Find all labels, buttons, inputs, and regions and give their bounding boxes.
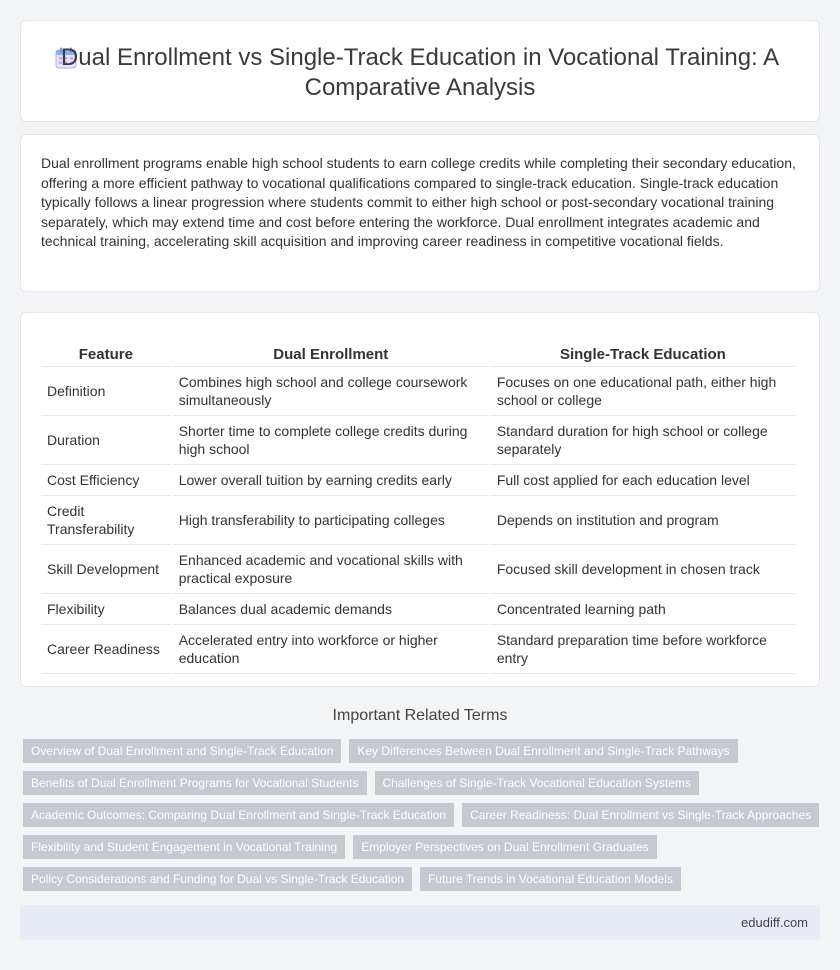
single-cell: Depends on institution and program (491, 496, 795, 545)
tag-row (23, 835, 657, 859)
related-term-tag[interactable]: Flexibility and Student Engagement in Vocational Training (23, 835, 345, 859)
feature-cell: Credit Transferability (41, 496, 171, 545)
related-term-tag[interactable]: Policy Considerations and Funding for Dual vs Single-Track Education (23, 867, 412, 891)
dual-cell: Lower overall tuition by earning credits early (173, 465, 489, 496)
comparison-table (39, 333, 797, 674)
related-term-tag[interactable]: Academic Outcomes: Comparing Dual Enrollment and Single-Track Education (23, 803, 454, 827)
title-card (20, 20, 820, 122)
table-row (41, 496, 795, 545)
single-cell: Focused skill development in chosen track (491, 545, 795, 594)
related-term-tag[interactable]: Benefits of Dual Enrollment Programs for Vocational Students (23, 771, 367, 795)
dual-cell: High transferability to participating colleges (173, 496, 489, 545)
single-cell: Concentrated learning path (491, 594, 795, 625)
feature-cell: Cost Efficiency (41, 465, 171, 496)
footer (20, 905, 820, 940)
table-row (41, 367, 795, 416)
related-term-tag[interactable]: Employer Perspectives on Dual Enrollment Graduates (353, 835, 656, 859)
intro-paragraph: Dual enrollment programs enable high school students to earn college credits while completing their secondary education, offering a more efficient pathway to vocational qualifications compared to single-track education. Single-track education typically follows a linear progression where students commit to either high school or post-secondary vocational training separately, which may extend time and cost before entering the workforce. Dual enrollment integrates academic and technical training, accelerating skill acquisition and improving career readiness in competitive vocational fields. (41, 155, 796, 250)
related-terms-heading: Important Related Terms (332, 707, 508, 724)
related-term-tag[interactable]: Overview of Dual Enrollment and Single-Track Education (23, 739, 341, 763)
single-cell: Standard preparation time before workforce entry (491, 625, 795, 674)
related-term-tag[interactable]: Future Trends in Vocational Education Models (420, 867, 681, 891)
intro-card (20, 134, 820, 292)
table-row (41, 625, 795, 674)
table-row (41, 416, 795, 465)
dual-cell: Shorter time to complete college credits during high school (173, 416, 489, 465)
dual-cell: Enhanced academic and vocational skills with practical exposure (173, 545, 489, 594)
feature-cell: Career Readiness (41, 625, 171, 674)
footer-site-link[interactable]: edudiff.com (741, 915, 808, 930)
related-term-tag[interactable]: Key Differences Between Dual Enrollment and Single-Track Pathways (349, 739, 737, 763)
feature-cell: Duration (41, 416, 171, 465)
single-cell: Full cost applied for each education level (491, 465, 795, 496)
dual-cell: Accelerated entry into workforce or higher education (173, 625, 489, 674)
dual-cell: Combines high school and college coursework simultaneously (173, 367, 489, 416)
page-title: Dual Enrollment vs Single-Track Education in Vocational Training: A Comparative Analysis (60, 44, 780, 101)
table-row (41, 465, 795, 496)
table-header-row (41, 333, 795, 367)
header-single-track: Single-Track Education (491, 333, 795, 367)
tag-row (23, 803, 819, 827)
tag-row (23, 771, 699, 795)
header-feature: Feature (41, 333, 171, 367)
header-dual-enrollment: Dual Enrollment (173, 333, 489, 367)
table-row (41, 545, 795, 594)
feature-cell: Flexibility (41, 594, 171, 625)
related-term-tag[interactable]: Challenges of Single-Track Vocational Education Systems (375, 771, 699, 795)
tag-row (23, 867, 681, 891)
dual-cell: Balances dual academic demands (173, 594, 489, 625)
feature-cell: Definition (41, 367, 171, 416)
tag-row (23, 739, 738, 763)
related-term-tag[interactable]: Career Readiness: Dual Enrollment vs Single-Track Approaches (462, 803, 819, 827)
single-cell: Focuses on one educational path, either high school or college (491, 367, 795, 416)
single-cell: Standard duration for high school or college separately (491, 416, 795, 465)
comparison-table-card (20, 312, 820, 687)
table-row (41, 594, 795, 625)
feature-cell: Skill Development (41, 545, 171, 594)
